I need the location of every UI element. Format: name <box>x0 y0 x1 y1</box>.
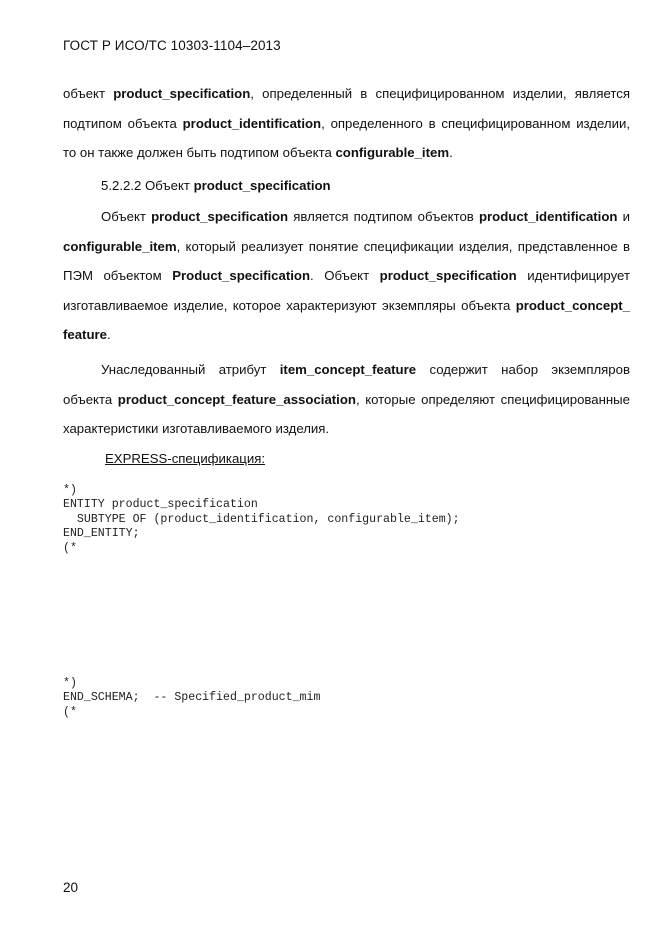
paragraph-1: объект product_specification, определенный в специфицированном изделии, является подтипом объекта product_identification, определенного в специфицированном изделии, то он также должен быть подтипом объекта configurable_item. <box>63 86 630 161</box>
paragraph-2: Объект product_specification является подтипом объектов product_identification и configurable_item, который реализует понятие спецификации изделия, представленное в ПЭМ объектом Product_specification. Объект product_specification идентифицирует изготавливаемое изделие, которое характеризуют экземпляры объекта product_concept_ feature. <box>63 209 630 343</box>
express-label: EXPRESS-спецификация: <box>105 451 266 466</box>
paragraph-3: Унаследованный атрибут item_concept_feature содержит набор экземпляров объекта product_concept_feature_association, которые определяют специфицированные характеристики изготавливаемого изделия. <box>63 362 630 437</box>
page-number: 20 <box>63 880 79 895</box>
code-block-end-schema: *) END_SCHEMA; -- Specified_product_mim (* <box>63 677 321 719</box>
code-block-entity: *) ENTITY product_specification SUBTYPE OF (product_identification, configurable_item); END_ENTITY; (* <box>63 484 460 555</box>
document-header: ГОСТ Р ИСО/ТС 10303-1104–2013 <box>63 38 281 53</box>
section-heading: 5.2.2.2 Объект product_specification <box>101 178 331 193</box>
